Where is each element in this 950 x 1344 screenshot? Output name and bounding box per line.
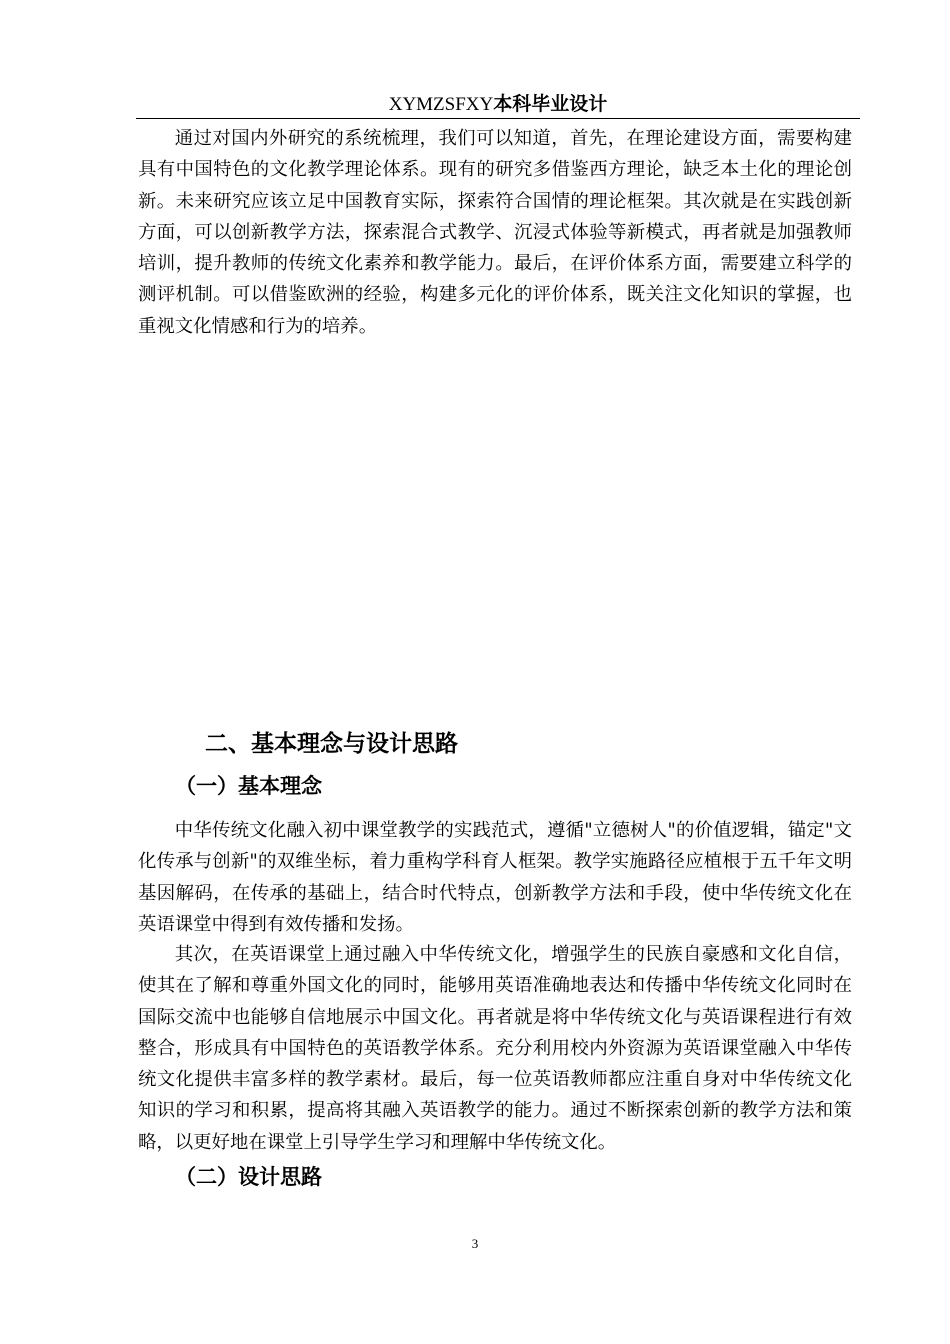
section-heading: 二、基本理念与设计思路 bbox=[205, 731, 458, 757]
page-number: 3 bbox=[471, 1236, 479, 1251]
intro-paragraph: 通过对国内外研究的系统梳理，我们可以知道，首先，在理论建设方面，需要构建具有中国特色的文化教学理论体系。现有的研究多借鉴西方理论，缺乏本土化的理论创新。未来研究应该立足中国教育实际，探索符合国情的理论框架。其次就是在实践创新方面，可以创新教学方法，探索混合式教学、沉浸式体验等新模式，再者就是加强教师培训，提升教师的传统文化素养和教学能力。最后，在评价体系方面，需要建立科学的测评机制。可以借鉴欧洲的经验，构建多元化的评价体系，既关注文化知识的掌握，也重视文化情感和行为的培养。 bbox=[138, 128, 852, 337]
header-doc-type: 本科毕业设计 bbox=[493, 93, 608, 115]
basic-concepts-paragraph-2: 其次，在英语课堂上通过融入中华传统文化，增强学生的民族自豪感和文化自信，使其在了解和尊重外国文化的同时，能够用英语准确地表达和传播中华传统文化同时在国际交流中也能够自信地展示中国文化。再者就是将中华传统文化与英语课程进行有效整合，形成具有中国特色的英语教学体系。充分利用校内外资源为英语课堂融入中华传统文化提供丰富多样的教学素材。最后，每一位英语教师都应注重自身对中华传统文化知识的学习和积累，提高将其融入英语教学的能力。通过不断探索创新的教学方法和策略，以更好地在课堂上引导学生学习和理解中华传统文化。 bbox=[138, 944, 852, 1153]
subsection-heading-design-ideas: （二）设计思路 bbox=[175, 1165, 322, 1189]
subsection-heading-basic-concepts: （一）基本理念 bbox=[175, 774, 322, 798]
header-school-code: XYMZSFXY bbox=[388, 94, 494, 115]
basic-concepts-paragraph-1: 中华传统文化融入初中课堂教学的实践范式，遵循"立德树人"的价值逻辑，锚定"文化传承与创新"的双维坐标，着力重构学科育人框架。教学实施路径应植根于五千年文明基因解码，在传承的基础上，结合时代特点，创新教学方法和手段，使中华传统文化在英语课堂中得到有效传播和发扬。 bbox=[138, 820, 852, 935]
page-header bbox=[136, 90, 860, 119]
